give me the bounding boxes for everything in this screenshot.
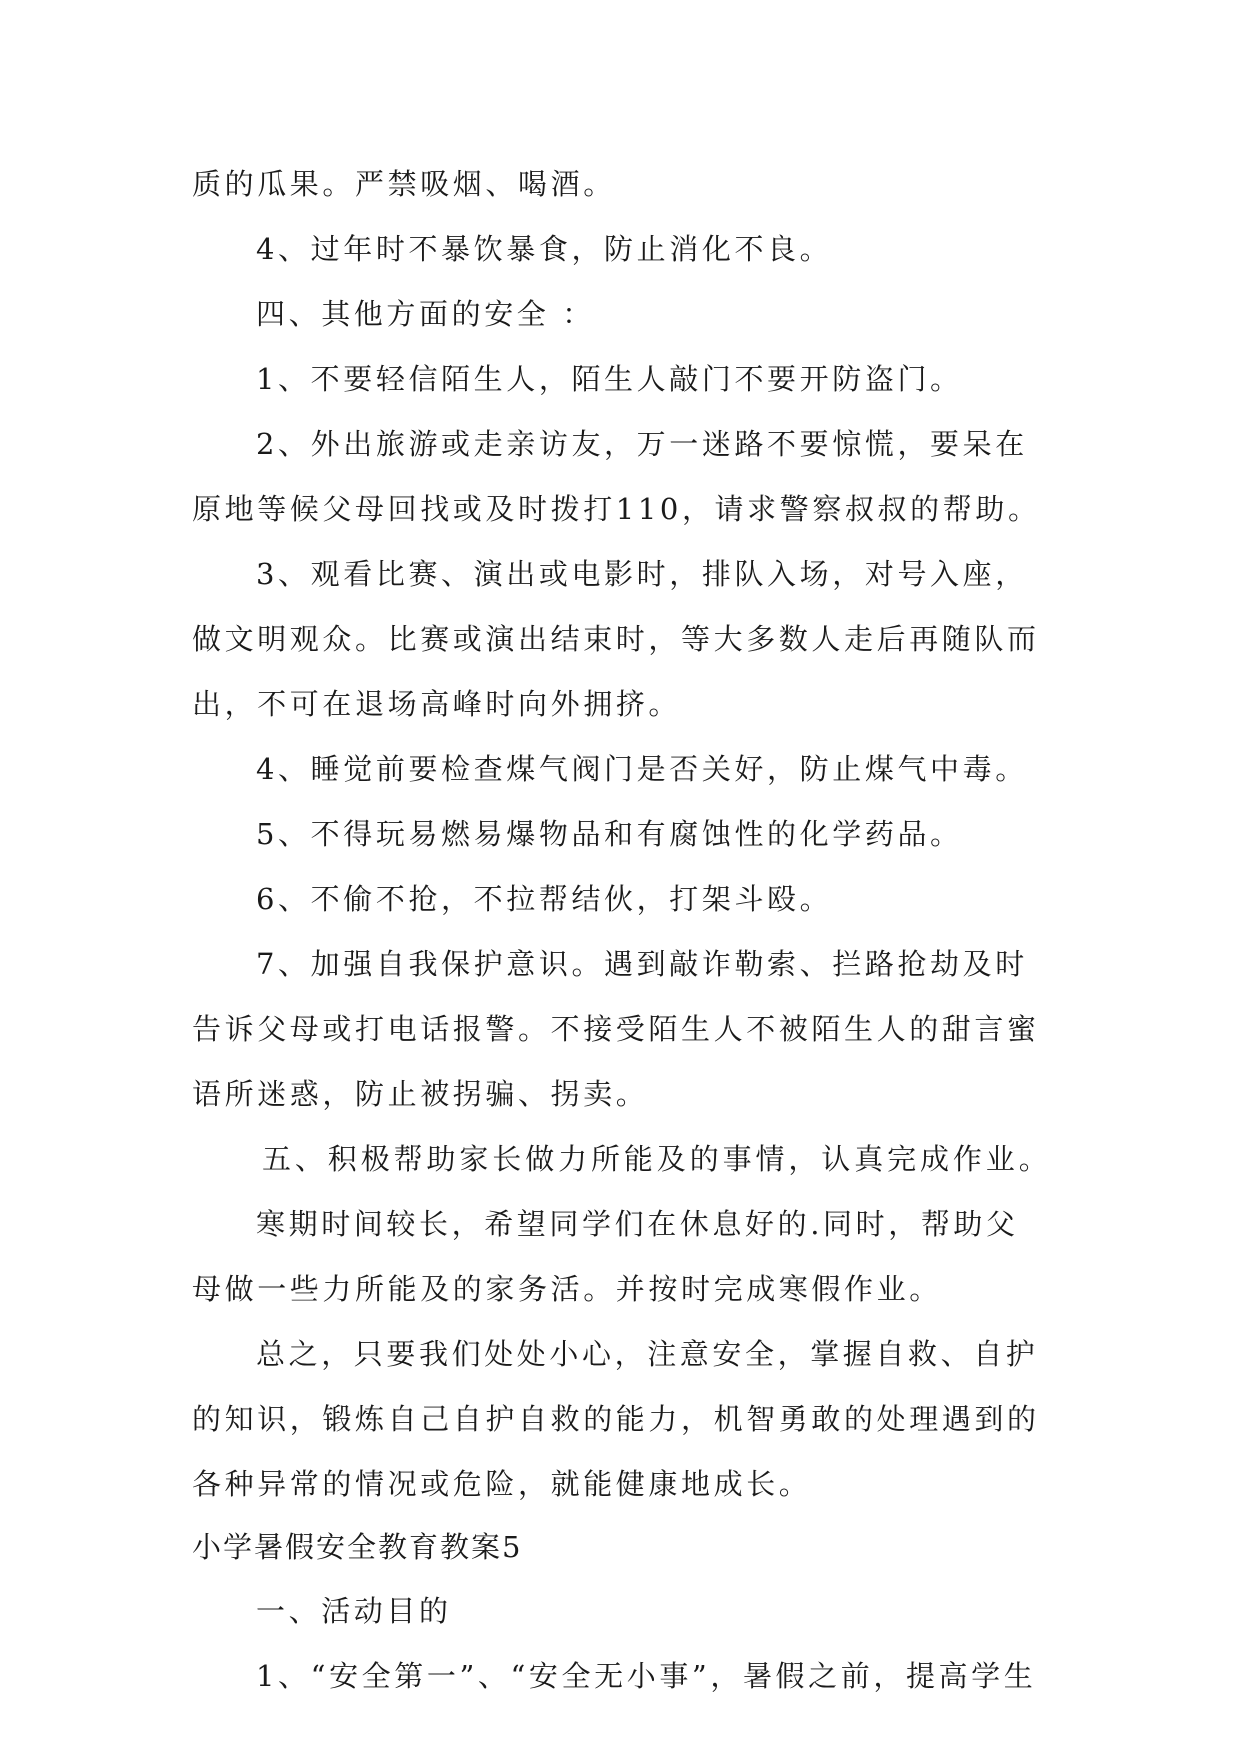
paragraph-line: 出，不可在退场高峰时向外拥挤。	[192, 687, 682, 721]
paragraph-line: 1、“安全第一”、“安全无小事”，暑假之前，提高学生	[256, 1659, 1037, 1693]
paragraph-line: 总之，只要我们处处小心，注意安全，掌握自救、自护	[256, 1337, 1039, 1371]
paragraph-line: 的知识，锻炼自己自护自救的能力，机智勇敢的处理遇到的	[192, 1402, 1040, 1436]
paragraph-line: 2、外出旅游或走亲访友，万一迷路不要惊慌，要呆在	[256, 427, 1028, 461]
paragraph-line: 做文明观众。比赛或演出结束时，等大多数人走后再随队而	[192, 622, 1040, 656]
paragraph-line: 语所迷惑，防止被拐骗、拐卖。	[192, 1077, 649, 1111]
paragraph-line: 1、不要轻信陌生人，陌生人敲门不要开防盗门。	[256, 362, 963, 396]
paragraph-line: 4、睡觉前要检查煤气阀门是否关好，防止煤气中毒。	[256, 752, 1028, 786]
paragraph-line: 质的瓜果。严禁吸烟、喝酒。	[192, 167, 616, 201]
paragraph-line: 各种异常的情况或危险，就能健康地成长。	[192, 1467, 812, 1501]
section-heading: 一、活动目的	[256, 1594, 452, 1628]
paragraph-line: 7、加强自我保护意识。遇到敲诈勒索、拦路抢劫及时	[256, 947, 1028, 981]
section-heading: 五、积极帮助家长做力所能及的事情，认真完成作业。	[262, 1142, 1052, 1176]
lesson-plan-title: 小学暑假安全教育教案5	[192, 1530, 523, 1564]
section-heading: 四、其他方面的安全 ：	[256, 297, 595, 331]
paragraph-line: 告诉父母或打电话报警。不接受陌生人不被陌生人的甜言蜜	[192, 1012, 1040, 1046]
paragraph-line: 母做一些力所能及的家务活。并按时完成寒假作业。	[192, 1272, 942, 1306]
paragraph-line: 寒期时间较长，希望同学们在休息好的.同时，帮助父	[256, 1207, 1019, 1241]
paragraph-line: 5、不得玩易燃易爆物品和有腐蚀性的化学药品。	[256, 817, 963, 851]
paragraph-line: 6、不偷不抢，不拉帮结伙，打架斗殴。	[256, 882, 833, 916]
paragraph-line: 原地等候父母回找或及时拨打110，请求警察叔叔的帮助。	[192, 492, 1041, 526]
paragraph-line: 3、观看比赛、演出或电影时，排队入场，对号入座，	[256, 557, 1028, 591]
paragraph-line: 4、过年时不暴饮暴食，防止消化不良。	[256, 232, 833, 266]
